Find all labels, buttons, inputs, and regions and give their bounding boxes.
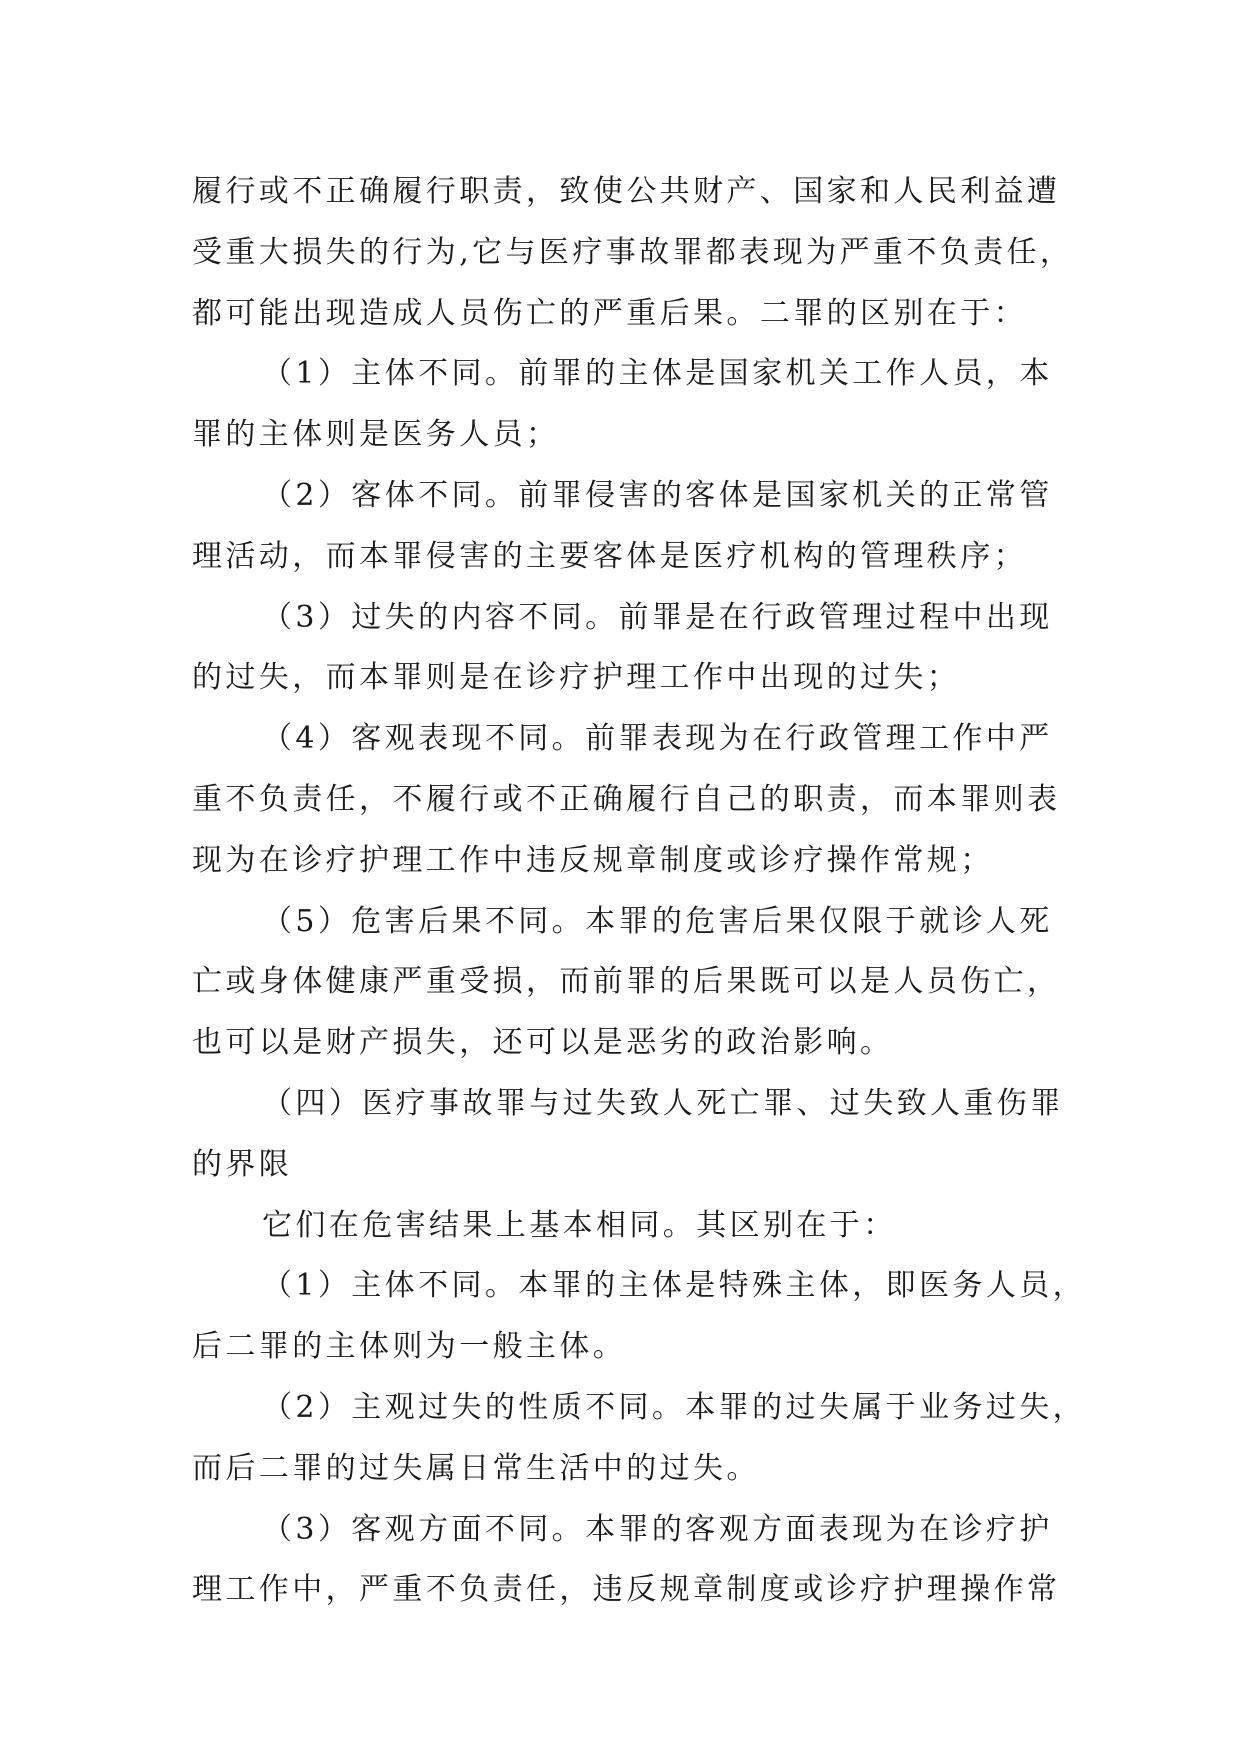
text-line: 的过失，而本罪则是在诊疗护理工作中出现的过失；	[192, 660, 961, 696]
text-line: 重不负责任，不履行或不正确履行自己的职责，而本罪则表	[192, 781, 1061, 817]
list-item-start: （1）主体不同。本罪的主体是特殊主体，即医务人员，	[262, 1268, 1087, 1304]
section-heading: （四）医疗事故罪与过失致人死亡罪、过失致人重伤罪	[262, 1085, 1064, 1121]
text-line: 受重大损失的行为,它与医疗事故罪都表现为严重不负责任，	[192, 234, 1074, 270]
text-line: 履行或不正确履行职责，致使公共财产、国家和人民利益遭	[192, 174, 1061, 209]
list-item-start: （2）主观过失的性质不同。本罪的过失属于业务过失，	[262, 1389, 1087, 1425]
list-item-start: （5）危害后果不同。本罪的危害后果仅限于就诊人死	[262, 903, 1053, 939]
text-line: 亡或身体健康严重受损，而前罪的后果既可以是人员伤亡，	[192, 964, 1061, 1000]
text-line: 而后二罪的过失属日常生活中的过失。	[192, 1450, 760, 1486]
text-line: 理活动，而本罪侵害的主要客体是医疗机构的管理秩序；	[192, 538, 1027, 574]
text-line: 现为在诊疗护理工作中违反规章制度或诊疗操作常规；	[192, 842, 994, 878]
list-item-start: （3）过失的内容不同。前罪是在行政管理过程中出现	[262, 599, 1053, 635]
document-body	[192, 162, 1087, 1621]
paragraph-start: 它们在危害结果上基本相同。其区别在于：	[262, 1207, 897, 1243]
text-line: 罪的主体则是医务人员；	[192, 417, 560, 453]
text-line: 也可以是财产损失，还可以是恶劣的政治影响。	[192, 1025, 894, 1061]
list-item-start: （1）主体不同。前罪的主体是国家机关工作人员，本	[262, 356, 1053, 392]
list-item-start: （3）客观方面不同。本罪的客观方面表现为在诊疗护	[262, 1511, 1053, 1547]
section-heading-continued: 的界限	[192, 1146, 293, 1182]
text-line: 都可能出现造成人员伤亡的严重后果。二罪的区别在于：	[192, 295, 1027, 331]
list-item-start: （2）客体不同。前罪侵害的客体是国家机关的正常管	[262, 477, 1053, 513]
text-line: 理工作中，严重不负责任，违反规章制度或诊疗护理操作常	[192, 1572, 1061, 1608]
text-line: 后二罪的主体则为一般主体。	[192, 1329, 627, 1365]
list-item-start: （4）客观表现不同。前罪表现为在行政管理工作中严	[262, 721, 1053, 757]
